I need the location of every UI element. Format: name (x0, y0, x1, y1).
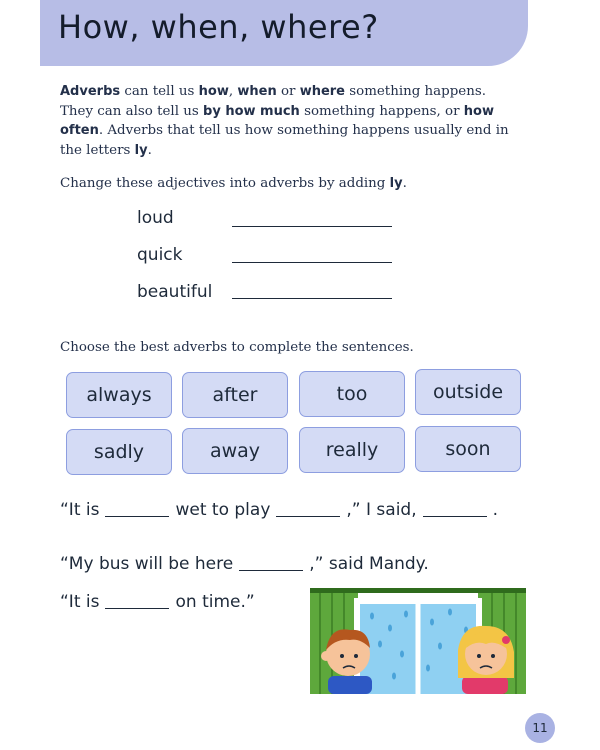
adjective-quick: quick (137, 245, 183, 265)
term-how-often: how often (60, 103, 494, 138)
answer-line-loud[interactable] (232, 226, 392, 227)
word-tile-away[interactable]: away (182, 428, 288, 474)
sentence-text: . (492, 500, 499, 520)
girl-figure (458, 626, 514, 694)
sentence-2 (60, 554, 429, 574)
sentence-blank[interactable] (276, 515, 340, 517)
sentence-text: ,” said Mandy. (309, 554, 429, 574)
adjective-loud: loud (137, 208, 174, 228)
term-adverbs: Adverbs (60, 84, 121, 99)
intro-text: can tell us (120, 84, 199, 99)
sentence-text: “My bus will be here (60, 554, 234, 574)
word-tile-after[interactable]: after (182, 372, 288, 418)
term-by-how-much: by how much (203, 103, 300, 119)
rainy-window-illustration (310, 588, 526, 694)
intro-text: . (147, 142, 152, 158)
sentence-text: ,” I said, (346, 500, 417, 520)
word-tile-outside[interactable]: outside (415, 369, 521, 415)
term-how: how (198, 84, 229, 99)
sentence-blank[interactable] (105, 515, 169, 517)
instruction-ly: ly (389, 176, 403, 191)
answer-line-quick[interactable] (232, 262, 392, 263)
word-tile-always[interactable]: always (66, 372, 172, 418)
intro-text: something happens, or (299, 103, 464, 119)
sentence-text: on time.” (175, 592, 255, 612)
sentence-1 (60, 500, 498, 520)
intro-text: . Adverbs that tell us how something happens usually end in the letters (60, 123, 509, 158)
exercise2-instruction: Choose the best adverbs to complete the sentences. (60, 340, 414, 355)
answer-line-beautiful[interactable] (232, 298, 392, 299)
term-where: where (299, 84, 345, 99)
intro-text: , (228, 84, 238, 99)
page-number-badge: 11 (525, 713, 555, 743)
sentence-blank[interactable] (105, 607, 169, 609)
intro-paragraph (60, 82, 520, 160)
word-tile-soon[interactable]: soon (415, 426, 521, 472)
sentence-3 (60, 592, 255, 612)
adjective-beautiful: beautiful (137, 282, 213, 302)
instruction-end: . (402, 176, 407, 191)
sentence-text: “It is (60, 592, 100, 612)
page-title: How, when, where? (58, 8, 379, 46)
word-tile-sadly[interactable]: sadly (66, 429, 172, 475)
intro-text: something happens. They can also tell us (60, 84, 486, 119)
sentence-blank[interactable] (239, 569, 303, 571)
term-when: when (237, 84, 277, 99)
curtain-rod (310, 588, 526, 593)
intro-text: or (276, 84, 300, 99)
term-ly: ly (134, 142, 148, 158)
sentence-text: “It is (60, 500, 100, 520)
sentence-blank[interactable] (423, 515, 487, 517)
word-tile-too[interactable]: too (299, 371, 405, 417)
exercise1-instruction (60, 176, 407, 191)
sentence-text: wet to play (175, 500, 271, 520)
instruction-text: Change these adjectives into adverbs by adding (60, 176, 390, 191)
word-tile-really[interactable]: really (299, 427, 405, 473)
